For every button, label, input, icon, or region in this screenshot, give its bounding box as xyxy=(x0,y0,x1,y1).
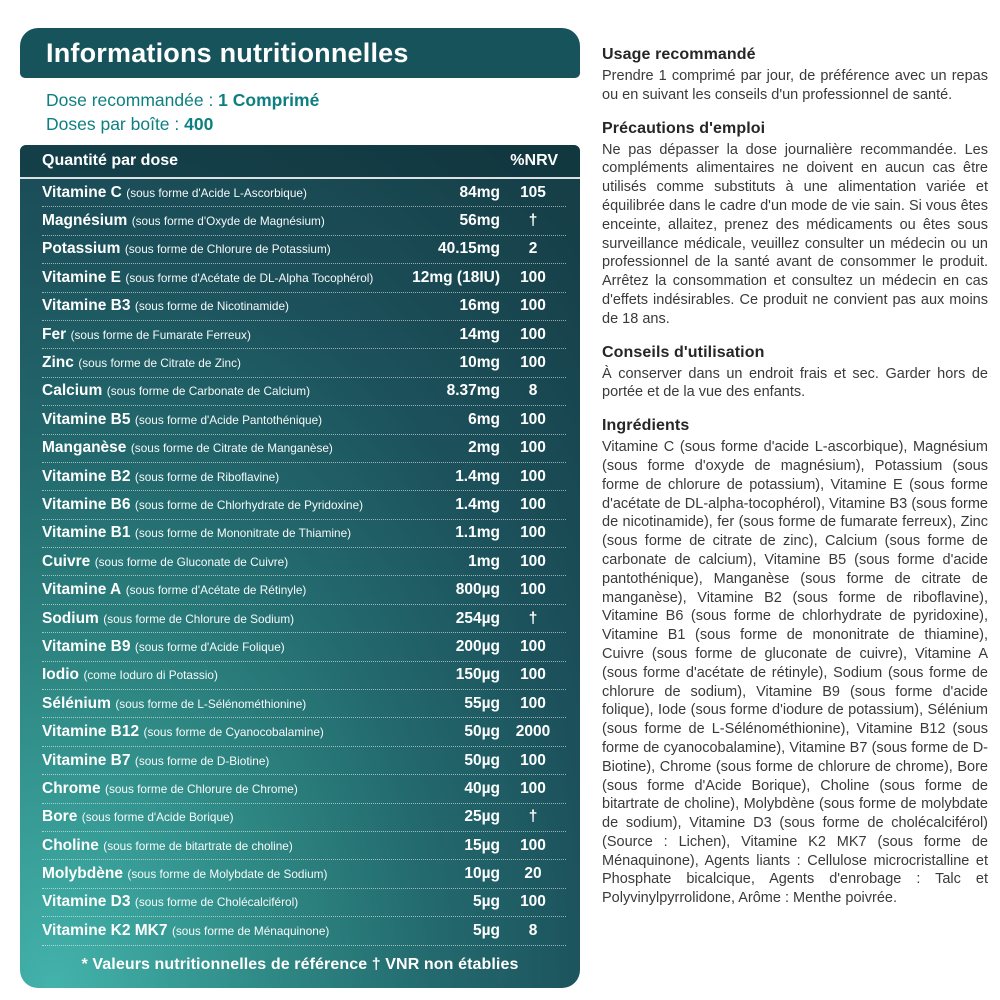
nutrient-name: Potassium xyxy=(42,240,121,258)
table-row xyxy=(42,662,566,690)
nutrient-amount: 8.37mg xyxy=(446,382,500,400)
nutrient-nrv-value: 100 xyxy=(520,467,546,485)
dose-recommended-line xyxy=(46,88,554,112)
nutrient-name-cell xyxy=(42,695,382,713)
nutrient-amount: 55µg xyxy=(464,694,500,712)
table-row xyxy=(42,917,566,945)
nutrient-name: Vitamine B7 xyxy=(42,751,131,769)
nutrient-name-cell xyxy=(42,212,382,230)
nutrient-nrv-value: 100 xyxy=(520,666,546,684)
nutrient-nrv-value: 100 xyxy=(520,893,546,911)
nutrient-name: Vitamine B5 xyxy=(42,410,131,428)
table-row xyxy=(42,775,566,803)
name-form-space xyxy=(139,723,143,740)
info-section-heading: Précautions d'emploi xyxy=(602,119,766,137)
info-section-heading: Ingrédients xyxy=(602,417,690,435)
nutrient-amount: 10µg xyxy=(464,865,500,883)
info-section xyxy=(602,46,988,105)
nutrient-name-cell xyxy=(42,354,382,372)
nutrient-amount: 800µg xyxy=(455,581,500,599)
nutrient-amount: 254µg xyxy=(455,609,500,627)
nutrient-amount: 12mg (18IU) xyxy=(412,268,500,286)
nutrient-name: Zinc xyxy=(42,354,74,372)
nutrient-nrv-value: 105 xyxy=(520,183,546,201)
nutrient-form: (sous forme d'Acide Pantothénique) xyxy=(134,412,323,427)
table-row xyxy=(42,207,566,235)
nutrient-name-cell xyxy=(42,581,382,599)
nutrient-name-cell xyxy=(42,610,382,628)
nutrient-form: (come Ioduro di Potassio) xyxy=(83,668,218,683)
nutrient-form: (sous forme de Riboflavine) xyxy=(134,469,280,484)
table-row xyxy=(42,889,566,917)
doses-per-box-value: 400 xyxy=(184,114,214,134)
info-section xyxy=(602,120,988,329)
nutrient-name: Vitamine E xyxy=(42,268,121,286)
table-row xyxy=(42,832,566,860)
nutrient-name: Calcium xyxy=(42,382,103,400)
info-section xyxy=(602,344,988,403)
nutrient-name-cell xyxy=(42,382,382,400)
nutrient-form: (sous forme d'Acide Borique) xyxy=(81,810,234,825)
nutrient-form: (sous forme d'Acétate de DL-Alpha Tocophérol) xyxy=(125,270,374,285)
nutrient-name: Vitamine B12 xyxy=(42,723,140,741)
nutrient-name-cell xyxy=(42,439,382,457)
info-column xyxy=(602,46,988,923)
nutrient-amount: 15µg xyxy=(464,836,500,854)
nutrient-form: (sous forme d'Acide L-Ascorbique) xyxy=(126,185,307,200)
nutrient-name-cell xyxy=(42,411,382,429)
nutrient-amount: 40µg xyxy=(464,779,500,797)
nutrient-amount: 1.4mg xyxy=(455,467,500,485)
panel-title: Informations nutritionnelles xyxy=(46,37,409,68)
nutrient-nrv-value: 2 xyxy=(528,240,538,258)
nutrient-nrv-value: 100 xyxy=(520,581,546,599)
nutrient-name: Vitamine B3 xyxy=(42,297,131,315)
info-section-body: Vitamine C (sous forme d'acide L-ascorbique), Magnésium (sous forme d'oxyde de magnésium), Potassium (sous forme de chlorure de potassium), Vitamine E (sous forme d'acétate de DL-alpha-tocophérol), Vitamine B3 (sous forme de nicotinamide), fer (sous forme de fumarate ferreux), Zinc (sous forme de citrate de zinc), Calcium (sous forme de carbonate de calcium), Vitamine B5 (sous forme d'acide pantothénique), Manganèse (sous forme de citrate de manganèse), Vitamine B2 (sous forme de riboflavine), Vitamine B6 (sous forme de chlorhydrate de pyridoxine), Vitamine B1 (sous forme de mononitrate de thiamine), Cuivre (sous forme de gluconate de cuivre), Vitamine A (sous forme d'acétate de rétinyle), Sodium (sous forme de chlorure de sodium), Vitamine B9 (sous forme d'acide folique), Iode (sous forme d'iodure de potassium), Sélénium (sous forme de L-Sélénométhionine), Vitamine B12 (sous forme de cyanocobalamine), Vitamine B7 (sous forme de D-Biotine), Chrome (sous forme de chlorure de chrome), Bore (sous forme d'Acide Borique), Choline (sous forme de bitartrate de choline), Molybdène (sous forme de molybdate de sodium), Vitamine D3 (sous forme de cholécalciférol) (Source : Lichen), Vitamine K2 MK7 (sous forme de Ménaquinone), Agents liants : Cellulose microcristalline et Phosphate bicalcique, Agents d'enrobage : Talc et Polyvinylpyrrolidone, Arôme : Menthe poivrée. xyxy=(602,439,988,907)
nutrient-name: Vitamine B9 xyxy=(42,637,131,655)
nutrient-name: Vitamine A xyxy=(42,581,122,599)
nutrient-form: (sous forme d'Oxyde de Magnésium) xyxy=(131,214,325,229)
table-row xyxy=(42,860,566,888)
nutrient-nrv-value: 100 xyxy=(520,524,546,542)
nutrient-name: Chrome xyxy=(42,779,101,797)
nutrient-amount: 5µg xyxy=(472,921,500,939)
nutrient-name: Vitamine B1 xyxy=(42,524,131,542)
column-header-nrv: %NRV xyxy=(510,152,558,169)
nutrient-nrv-value: 100 xyxy=(520,495,546,513)
nutrient-nrv-value: 100 xyxy=(520,439,546,457)
nutrient-amount: 150µg xyxy=(455,666,500,684)
table-footnote: * Valeurs nutritionnelles de référence † VNR non établies xyxy=(81,955,519,973)
nutrition-facts-panel xyxy=(20,28,580,988)
dose-recommended-label: Dose recommandée : xyxy=(46,90,219,110)
table-row xyxy=(42,548,566,576)
nutrient-form: (sous forme de bitartrate de choline) xyxy=(103,838,293,853)
table-row xyxy=(42,576,566,604)
nutrient-name: Vitamine C xyxy=(42,183,122,201)
nutrient-name: Bore xyxy=(42,808,78,826)
table-row xyxy=(42,179,566,207)
table-row xyxy=(42,804,566,832)
nutrient-name-cell xyxy=(42,780,382,798)
nutrient-name-cell xyxy=(42,468,382,486)
table-row xyxy=(42,406,566,434)
nutrient-name: Magnésium xyxy=(42,212,128,230)
nutrient-form: (sous forme de L-Sélénométhionine) xyxy=(115,696,307,711)
nutrient-name-cell xyxy=(42,496,382,514)
nutrient-form: (sous forme de Cholécalciférol) xyxy=(134,895,299,910)
info-section-body: Prendre 1 comprimé par jour, de préférence avec un repas ou en suivant les conseils d'un professionnel de santé. xyxy=(602,68,988,103)
nutrient-form: (sous forme de Chlorure de Potassium) xyxy=(124,242,331,257)
nutrient-form: (sous forme de Citrate de Manganèse) xyxy=(130,441,333,456)
nutrient-nrv-value: 100 xyxy=(520,552,546,570)
nutrient-name-cell xyxy=(42,240,382,258)
nutrient-amount: 84mg xyxy=(459,183,500,201)
nutrient-name-cell xyxy=(42,893,382,911)
nutrient-nrv-value: 8 xyxy=(528,382,538,400)
nutrient-form: (sous forme de Carbonate de Calcium) xyxy=(106,384,311,399)
nutrient-amount: 14mg xyxy=(459,325,500,343)
nutrient-name-cell xyxy=(42,326,382,344)
info-section-heading: Conseils d'utilisation xyxy=(602,343,765,361)
table-row xyxy=(42,690,566,718)
nutrient-name-cell xyxy=(42,666,382,684)
nutrient-form: (sous forme de Nicotinamide) xyxy=(134,299,289,314)
nutrient-nrv-value: 8 xyxy=(528,921,538,939)
nutrient-amount: 56mg xyxy=(459,212,500,230)
nutrient-name-cell xyxy=(42,837,382,855)
nutrient-nrv-value: † xyxy=(528,808,538,826)
nutrient-form: (sous forme d'Acide Folique) xyxy=(134,639,285,654)
nutrient-name: Fer xyxy=(42,325,67,343)
table-row xyxy=(42,520,566,548)
nutrient-form: (sous forme de D-Biotine) xyxy=(134,753,270,768)
dose-recommended-value: 1 Comprimé xyxy=(218,90,320,110)
nutrient-form: (sous forme de Chlorure de Chrome) xyxy=(105,781,298,796)
nutrient-nrv-value: 100 xyxy=(520,751,546,769)
nutrient-amount: 16mg xyxy=(459,297,500,315)
nutrient-amount: 25µg xyxy=(464,808,500,826)
table-row xyxy=(42,321,566,349)
nutrient-amount: 1.4mg xyxy=(455,495,500,513)
nutrient-name: Sodium xyxy=(42,609,99,627)
table-column-header xyxy=(20,145,580,179)
nutrient-rows xyxy=(20,179,580,946)
info-section-body: Ne pas dépasser la dose journalière recommandée. Les compléments alimentaires ne doivent en aucun cas être utilisés comme substituts à une alimentation variée et équilibrée dans le cadre d'un mode de vie sain. Si vous êtes enceinte, allaitez, prenez des médicaments ou êtes sous surveillance médicale, veuillez consulter un médecin ou un professionnel de la santé avant de consommer le produit. Arrêtez la consommation et consultez un médecin en cas d'effets indésirables. Ce produit ne convient pas aux moins de 18 ans. xyxy=(602,141,988,327)
nutrient-nrv-value: 100 xyxy=(520,297,546,315)
info-section xyxy=(602,417,988,908)
nutrient-nrv-value: 100 xyxy=(520,694,546,712)
nutrient-name-cell xyxy=(42,752,382,770)
nutrient-nrv-value: 100 xyxy=(520,325,546,343)
nutrient-amount: 200µg xyxy=(455,637,500,655)
nutrient-nrv-value: 100 xyxy=(520,836,546,854)
nutrient-name-cell xyxy=(42,808,382,826)
column-header-quantity: Quantité par dose xyxy=(42,152,179,169)
nutrient-name: Vitamine D3 xyxy=(42,893,131,911)
doses-per-box-label: Doses par boîte : xyxy=(46,114,185,134)
nutrient-form: (sous forme de Citrate de Zinc) xyxy=(78,356,241,371)
table-row xyxy=(42,747,566,775)
nutrient-name-cell xyxy=(42,922,382,940)
panel-header xyxy=(20,28,580,78)
nutrient-name: Molybdène xyxy=(42,865,123,883)
nutrient-form: (sous forme de Ménaquinone) xyxy=(171,923,330,938)
doses-per-box-line xyxy=(46,112,554,136)
nutrient-amount: 50µg xyxy=(464,751,500,769)
nutrient-form: (sous forme de Chlorhydrate de Pyridoxine) xyxy=(134,497,364,512)
nutrient-table xyxy=(20,145,580,988)
nutrient-name: Vitamine K2 MK7 xyxy=(42,921,168,939)
nutrient-name-cell xyxy=(42,638,382,656)
info-section-body: À conserver dans un endroit frais et sec. Garder hors de portée et de la vue des enfants. xyxy=(602,365,988,401)
nutrient-name-cell xyxy=(42,553,382,571)
nutrient-name-cell xyxy=(42,723,382,741)
nutrient-nrv-value: 100 xyxy=(520,410,546,428)
table-row xyxy=(42,718,566,746)
nutrient-name: Cuivre xyxy=(42,552,91,570)
dose-info xyxy=(20,78,580,145)
nutrient-amount: 6mg xyxy=(468,410,500,428)
nutrient-form: (sous forme de Cyanocobalamine) xyxy=(143,725,324,740)
nutrient-name: Choline xyxy=(42,836,99,854)
nutrient-form: (sous forme de Fumarate Ferreux) xyxy=(70,327,251,342)
nutrient-amount: 1.1mg xyxy=(455,524,500,542)
nutrient-nrv-value: 20 xyxy=(524,865,542,883)
nutrient-amount: 5µg xyxy=(472,893,500,911)
nutrient-amount: 50µg xyxy=(464,723,500,741)
nutrient-amount: 10mg xyxy=(459,354,500,372)
nutrient-name-cell xyxy=(42,269,382,287)
nutrient-name-cell xyxy=(42,865,382,883)
nutrient-nrv-value: 2000 xyxy=(515,723,551,741)
nutrient-name-cell xyxy=(42,297,382,315)
nutrient-name-cell xyxy=(42,184,382,202)
table-row xyxy=(42,293,566,321)
nutrient-name: Vitamine B2 xyxy=(42,467,131,485)
nutrient-form: (sous forme de Molybdate de Sodium) xyxy=(127,867,328,882)
table-row xyxy=(42,264,566,292)
nutrient-amount: 2mg xyxy=(468,439,500,457)
nutrient-name-cell xyxy=(42,524,382,542)
nutrient-nrv-value: 100 xyxy=(520,779,546,797)
nutrient-form: (sous forme de Gluconate de Cuivre) xyxy=(94,554,289,569)
nutrient-form: (sous forme d'Acétate de Rétinyle) xyxy=(125,583,307,598)
nutrient-amount: 40.15mg xyxy=(437,240,500,258)
table-row xyxy=(42,349,566,377)
name-form-space xyxy=(66,326,70,343)
table-row xyxy=(42,378,566,406)
nutrient-amount: 1mg xyxy=(468,552,500,570)
table-row xyxy=(42,633,566,661)
nutrient-form: (sous forme de Mononitrate de Thiamine) xyxy=(134,526,352,541)
nutrient-name: Manganèse xyxy=(42,439,127,457)
table-row xyxy=(42,491,566,519)
table-row xyxy=(42,435,566,463)
table-row xyxy=(42,605,566,633)
nutrient-nrv-value: † xyxy=(528,609,538,627)
nutrient-name: Vitamine B6 xyxy=(42,495,131,513)
table-row xyxy=(42,236,566,264)
table-row xyxy=(42,463,566,491)
nutrient-nrv-value: † xyxy=(528,212,538,230)
nutrient-form: (sous forme de Chlorure de Sodium) xyxy=(103,611,295,626)
nutrient-nrv-value: 100 xyxy=(520,354,546,372)
nutrient-nrv-value: 100 xyxy=(520,637,546,655)
nutrient-name: Sélénium xyxy=(42,694,111,712)
nutrient-nrv-value: 100 xyxy=(520,268,546,286)
info-section-heading: Usage recommandé xyxy=(602,46,756,63)
nutrient-name: Iodio xyxy=(42,666,80,684)
